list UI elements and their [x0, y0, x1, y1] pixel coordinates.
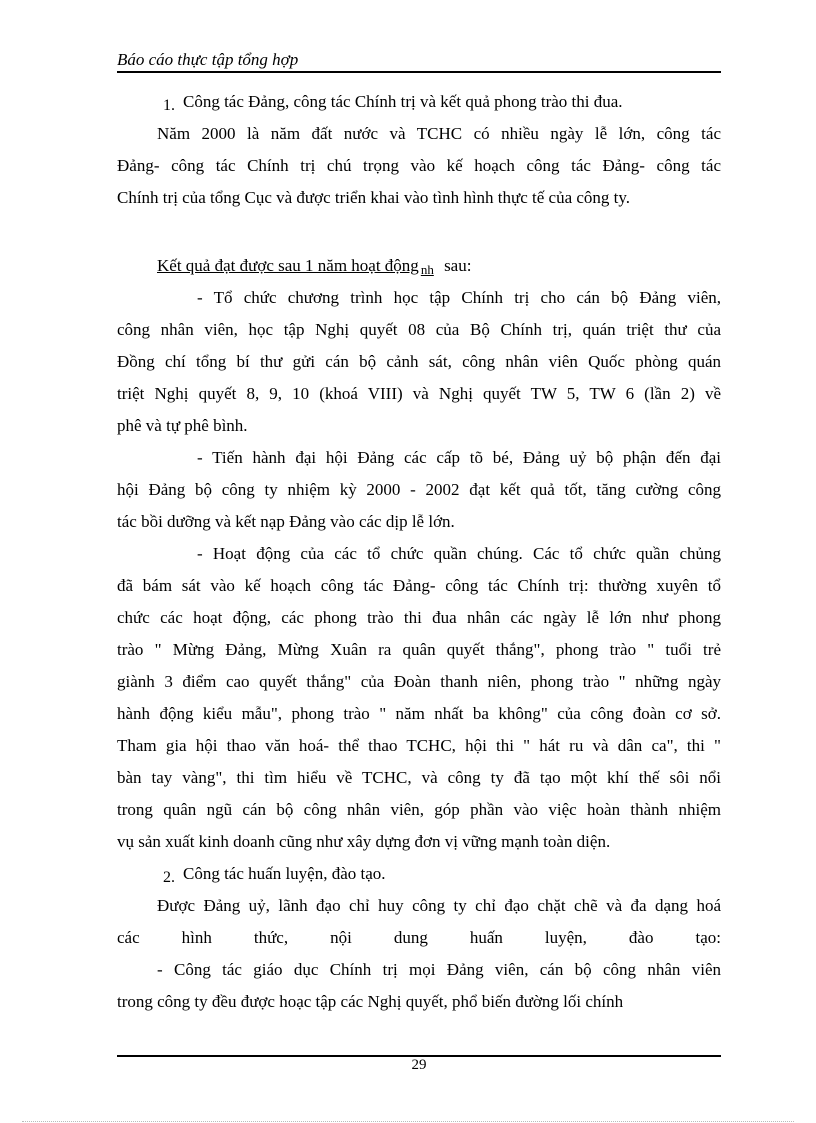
- paragraph-line: Chính trị của tổng Cục và được triển khai vào tình hình thực tế của công ty.: [117, 188, 631, 207]
- spread-word: nội: [330, 928, 352, 947]
- section-1-number: 1.: [163, 97, 175, 114]
- bullet-line: Đồng chí tổng bí thư gửi cán bộ cảnh sát, công nhân viên Quốc phòng quán: [117, 352, 721, 371]
- bullet-line: triệt Nghị quyết 8, 9, 10 (khoá VIII) và Nghị quyết TW 5, TW 6 (lần 2) về: [117, 384, 721, 403]
- spread-word: tạo:: [695, 928, 721, 947]
- results-heading-text: Kết quả đạt được sau 1 năm hoạt động: [157, 256, 419, 275]
- results-heading-nh: nh: [420, 262, 434, 277]
- bullet-line: đã bám sát vào kế hoạch công tác Đảng- công tác Chính trị: thường xuyên tổ: [117, 576, 721, 595]
- bullet-line: bàn tay vàng", thi tìm hiểu về TCHC, và công ty đã tạo một khí thế sôi nổi: [117, 768, 721, 787]
- bullet-line: - Tổ chức chương trình học tập Chính trị cho cán bộ Đảng viên,: [197, 288, 721, 307]
- bullet-line: trong công ty đều được hoạc tập các Nghị quyết, phổ biến đường lối chính: [117, 992, 624, 1011]
- spread-word: dung: [393, 928, 428, 947]
- spread-word: luyện,: [544, 928, 587, 947]
- spread-word: đào: [628, 928, 654, 947]
- paragraph-line: Được Đảng uỷ, lãnh đạo chỉ huy công ty chỉ đạo chặt chẽ và đa dạng hoá: [157, 896, 721, 915]
- section-1-title: Công tác Đảng, công tác Chính trị và kết quả phong trào thi đua.: [183, 92, 623, 111]
- results-heading: [117, 250, 721, 282]
- paragraph-line-spread: [117, 922, 721, 954]
- section-2-number: 2.: [163, 869, 175, 886]
- bullet-line: - Công tác giáo dục Chính trị mọi Đảng viên, cán bộ công nhân viên: [157, 960, 721, 979]
- section-2-heading: [117, 858, 721, 890]
- section-2-title: Công tác huấn luyện, đào tạo.: [183, 864, 386, 883]
- document-body: [117, 86, 721, 1018]
- results-heading-tail: sau:: [439, 256, 472, 275]
- bullet-line: tác bồi dưỡng và kết nạp Đảng vào các dịp lễ lớn.: [117, 512, 455, 531]
- spread-word: huấn: [469, 928, 503, 947]
- section-1-heading: [117, 86, 721, 118]
- bullet-line: công nhân viên, học tập Nghị quyết 08 của Bộ Chính trị, quán triệt thư của: [117, 320, 721, 339]
- spread-word: thức,: [253, 928, 289, 947]
- bullet-line: - Tiến hành đại hội Đảng các cấp tõ bé, Đảng uỷ bộ phận đến đại: [197, 448, 721, 467]
- bullet-line: trong quân ngũ cán bộ công nhân viên, góp phần vào việc hoàn thành nhiệm: [117, 800, 721, 819]
- bullet-line: hội Đảng bộ công ty nhiệm kỳ 2000 - 2002 đạt kết quả tốt, tăng cường công: [117, 480, 721, 499]
- bullet-line: phê và tự phê bình.: [117, 416, 248, 435]
- spread-word: các: [117, 928, 140, 947]
- spread-word: hình: [181, 928, 212, 947]
- page-header: Báo cáo thực tập tổng hợp: [117, 49, 721, 73]
- bullet-line: Tham gia hội thao văn hoá- thể thao TCHC, hội thi " hát ru và dân ca", thi ": [117, 736, 721, 755]
- bullet-line: hành động kiểu mẫu", phong trào " năm nhất ba không" của công đoàn cơ sở.: [117, 704, 721, 723]
- bullet-line: trào " Mừng Đảng, Mừng Xuân ra quân quyết thắng", phong trào " tuổi trẻ: [117, 640, 721, 659]
- paragraph-line: Đảng- công tác Chính trị chú trọng vào kế hoạch công tác Đảng- công tác: [117, 156, 721, 175]
- bullet-line: - Hoạt động của các tổ chức quần chúng. Các tổ chức quần chủng: [197, 544, 721, 563]
- page-edge: [22, 1121, 794, 1122]
- bullet-line: chức các hoạt động, các phong trào thi đua nhân các ngày lễ lớn như phong: [117, 608, 721, 627]
- page-number: 29: [411, 1057, 427, 1073]
- paragraph-line: Năm 2000 là năm đất nước và TCHC có nhiều ngày lễ lớn, công tác: [157, 124, 721, 143]
- paragraph-gap: [117, 214, 721, 250]
- bullet-line: vụ sản xuất kinh doanh cũng như xây dựng đơn vị vững mạnh toàn diện.: [117, 832, 611, 851]
- bullet-line: giành 3 điểm cao quyết thắng" của Đoàn thanh niên, phong trào " những ngày: [117, 672, 721, 691]
